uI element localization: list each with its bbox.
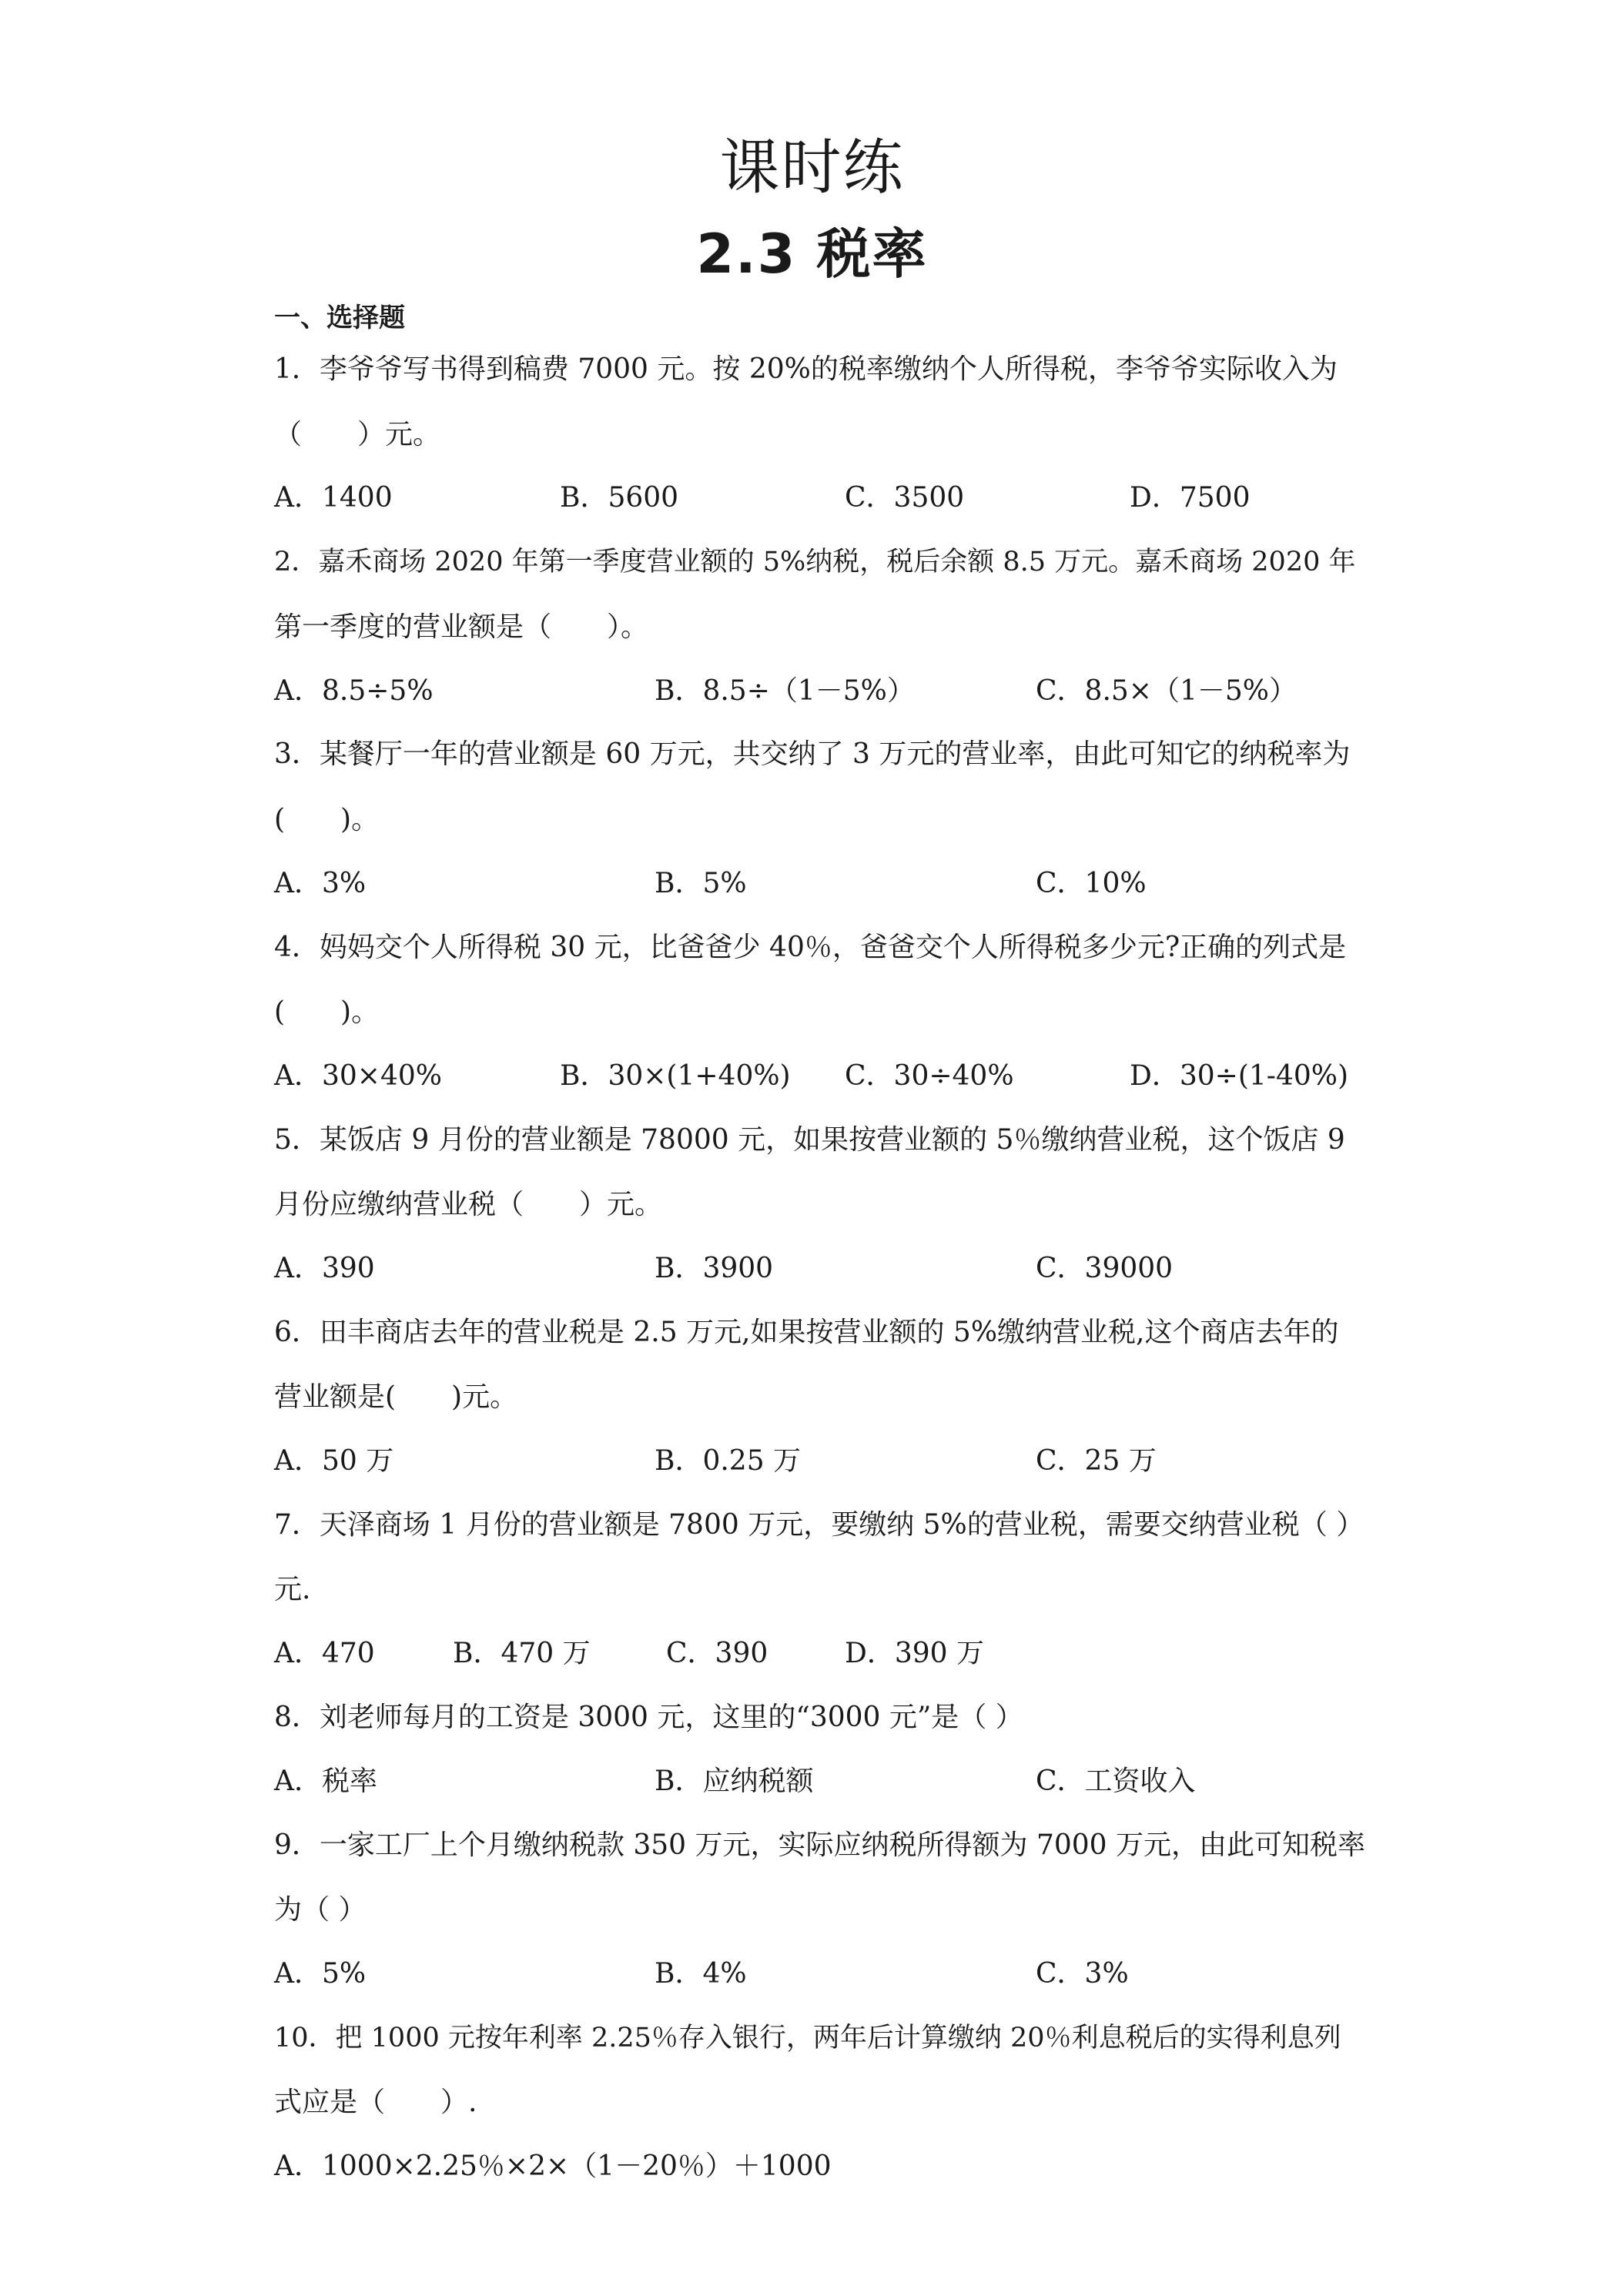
question-2-text: 2．嘉禾商场 2020 年第一季度营业额的 5%纳税，税后余额 8.5 万元。嘉禾商场 2020 年	[274, 547, 1356, 577]
question-10-text-cont: 式应是（ ）.	[274, 2087, 477, 2118]
question-3-option-c[interactable]: C．10%	[1036, 868, 1147, 899]
question-4-option-b[interactable]: B．30×(1+40%)	[560, 1060, 791, 1092]
question-9-option-a[interactable]: A．5%	[274, 1958, 367, 1990]
question-9-text-cont: 为（ ）	[274, 1894, 367, 1926]
question-3-option-a[interactable]: A．3%	[274, 868, 367, 899]
question-8-option-b[interactable]: B．应纳税额	[655, 1766, 814, 1797]
question-2-option-b[interactable]: B．8.5÷（1－5%）	[655, 675, 915, 707]
question-1-text-cont: （ ）元。	[274, 419, 441, 450]
question-7-option-a[interactable]: A．470	[274, 1638, 375, 1669]
question-10-text: 10．把 1000 元按年利率 2.25％存入银行，两年后计算缴纳 20％利息税后的实得利息列	[274, 2023, 1341, 2053]
question-6-option-b[interactable]: B．0.25 万	[655, 1445, 802, 1477]
question-7-option-b[interactable]: B．470 万	[453, 1638, 591, 1669]
page-title: 课时练	[719, 133, 905, 202]
question-3-text: 3．某餐厅一年的营业额是 60 万元，共交纳了 3 万元的营业率，由此可知它的纳税率为	[274, 738, 1351, 770]
question-4-option-a[interactable]: A．30×40%	[274, 1060, 442, 1092]
question-1-option-c[interactable]: C．3500	[845, 482, 965, 514]
question-3-option-b[interactable]: B．5%	[655, 868, 747, 899]
question-7-option-d[interactable]: D．390 万	[845, 1638, 985, 1669]
question-7-text-cont: 元.	[274, 1574, 311, 1605]
question-2-text-cont: 第一季度的营业额是（ ）。	[274, 611, 649, 643]
question-1-option-d[interactable]: D．7500	[1130, 482, 1251, 514]
question-5-text-cont: 月份应缴纳营业税（ ）元。	[274, 1189, 663, 1220]
question-2-option-c[interactable]: C．8.5×（1－5%）	[1036, 675, 1297, 707]
question-5-option-b[interactable]: B．3900	[655, 1253, 774, 1284]
question-4-option-d[interactable]: D．30÷(1-40%)	[1130, 1060, 1349, 1092]
question-4-text: 4．妈妈交个人所得税 30 元，比爸爸少 40％，爸爸交个人所得税多少元?正确的列式是	[274, 932, 1347, 963]
page-subtitle: 2.3 税率	[696, 223, 928, 286]
question-1-option-a[interactable]: A．1400	[274, 482, 393, 514]
question-5-option-c[interactable]: C．39000	[1036, 1253, 1174, 1284]
question-6-text-cont: 营业额是( )元。	[274, 1381, 518, 1413]
question-10-option-a[interactable]: A．1000×2.25％×2×（1－20％）＋1000	[274, 2150, 832, 2182]
question-7-text: 7．天泽商场 1 月份的营业额是 7800 万元，要缴纳 5%的营业税，需要交纳营业税（ ）	[274, 1509, 1364, 1541]
question-8-text: 8．刘老师每月的工资是 3000 元，这里的“3000 元”是（ ）	[274, 1702, 1023, 1733]
question-1-text: 1．李爷爷写书得到稿费 7000 元。按 20%的税率缴纳个人所得税，李爷爷实际收入为	[274, 353, 1338, 385]
question-6-option-c[interactable]: C．25 万	[1036, 1445, 1157, 1477]
question-7-option-c[interactable]: C．390	[666, 1638, 768, 1669]
question-9-option-b[interactable]: B．4%	[655, 1958, 747, 1990]
section-heading: 一、选择题	[274, 303, 405, 333]
question-6-option-a[interactable]: A．50 万	[274, 1445, 394, 1477]
question-9-option-c[interactable]: C．3%	[1036, 1958, 1129, 1990]
question-4-text-cont: ( )。	[274, 996, 380, 1028]
question-1-option-b[interactable]: B．5600	[560, 482, 679, 514]
question-2-option-a[interactable]: A．8.5÷5%	[274, 675, 434, 707]
question-8-option-a[interactable]: A．税率	[274, 1766, 377, 1797]
question-3-text-cont: ( )。	[274, 804, 380, 835]
question-5-text: 5．某饭店 9 月份的营业额是 78000 元，如果按营业额的 5％缴纳营业税，这个饭店 9	[274, 1124, 1345, 1156]
question-6-text: 6．田丰商店去年的营业税是 2.5 万元,如果按营业额的 5%缴纳营业税,这个商店去年的	[274, 1317, 1339, 1348]
question-4-option-c[interactable]: C．30÷40%	[845, 1060, 1014, 1092]
question-5-option-a[interactable]: A．390	[274, 1253, 375, 1284]
question-8-option-c[interactable]: C．工资收入	[1036, 1766, 1196, 1797]
question-9-text: 9．一家工厂上个月缴纳税款 350 万元，实际应纳税所得额为 7000 万元，由此可知税率	[274, 1829, 1366, 1861]
